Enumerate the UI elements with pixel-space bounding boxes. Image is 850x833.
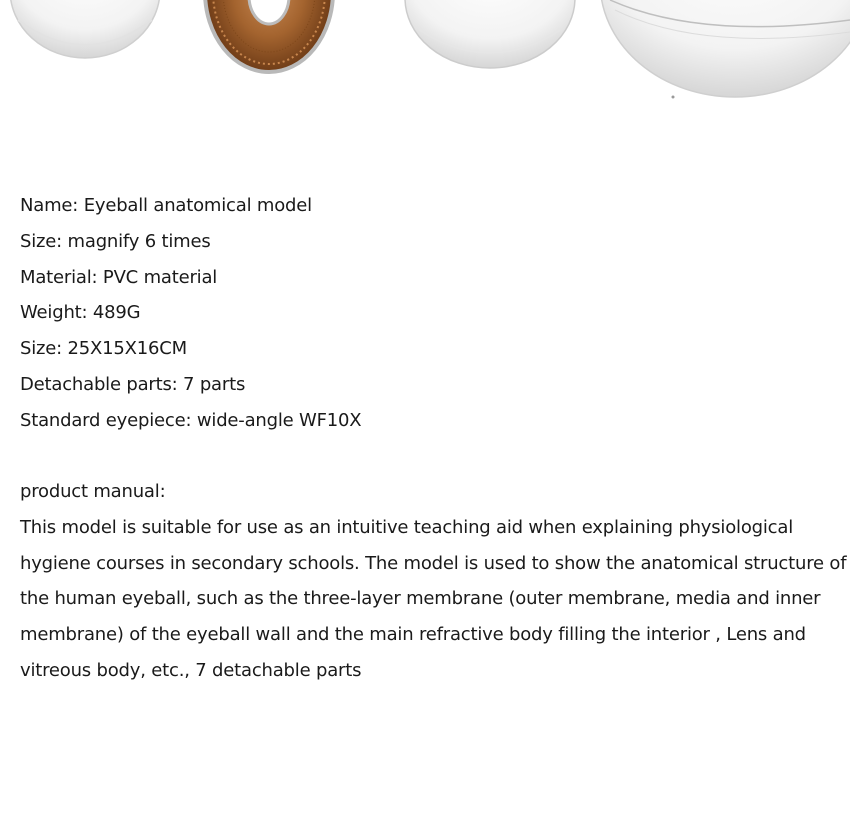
iris-piece [205, 0, 333, 72]
spec-eyepiece: Standard eyepiece: wide-angle WF10X [20, 409, 362, 431]
lens-piece-left [10, 0, 160, 58]
spec-detachable-parts: Detachable parts: 7 parts [20, 373, 246, 395]
cornea-piece [405, 0, 575, 68]
manual-heading: product manual: [20, 481, 166, 502]
manual-body: This model is suitable for use as an intuitive teaching aid when explaining physiological hygiene courses in secondary schools. The model is used to show the anatomical structure of the human eyeball, such as the three-layer membrane (outer membrane, media and inner membrane) of the eyeball wall and the main refractive body filling the interior , Lens and vitreous body, etc., 7 detachable parts [20, 516, 847, 681]
spec-name: Name: Eyeball anatomical model [20, 195, 312, 216]
product-photo [0, 0, 850, 110]
spec-list [20, 188, 840, 439]
shell-piece [600, 0, 850, 99]
spec-weight: Weight: 489G [20, 302, 141, 324]
product-manual [20, 474, 848, 689]
spec-magnification: Size: magnify 6 times [20, 230, 211, 252]
spec-dimensions: Size: 25X15X16CM [20, 338, 188, 360]
spec-material: Material: PVC material [20, 266, 218, 288]
